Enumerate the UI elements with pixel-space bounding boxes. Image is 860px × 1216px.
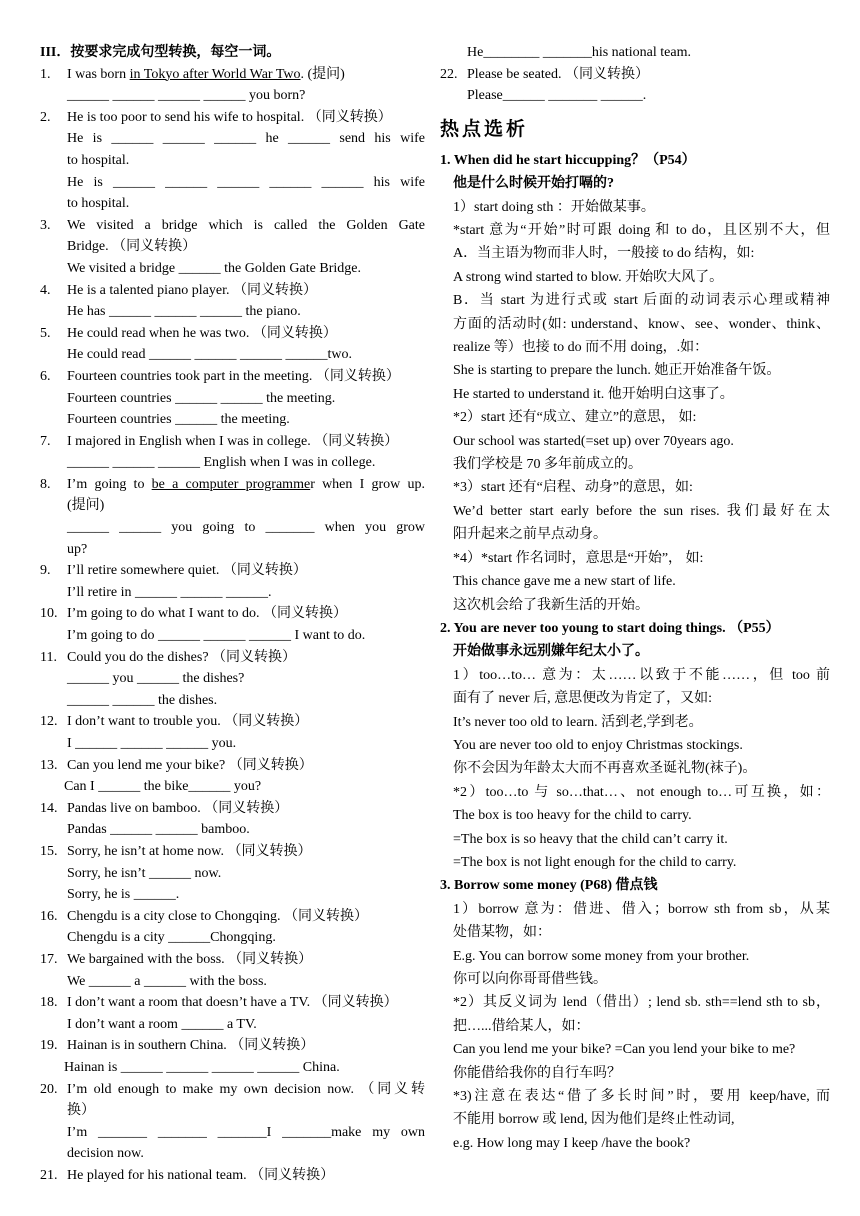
answer-line: decision now. — [67, 1146, 144, 1162]
question-number: 13. — [40, 757, 58, 773]
question-text: I’m going to do what I want to do. （同义转换） — [67, 606, 347, 622]
question-text: We bargained with the boss. （同义转换） — [67, 951, 313, 967]
point-line: *3)注意在表达“借了多长时间”时，要用 keep/have, 而 — [453, 1089, 830, 1105]
answer-line: to hospital. — [67, 152, 130, 168]
question-line — [40, 755, 425, 777]
left-column — [40, 42, 425, 1186]
point-line: 我们学校是 70 多年前成立的。 — [453, 457, 642, 473]
question-line — [40, 64, 425, 86]
point-line: 不能用 borrow 或 lend, 因为他们是终止性动词, — [453, 1112, 735, 1128]
question-line — [40, 906, 425, 928]
point-line: 你可以向你哥哥借些钱。 — [453, 972, 607, 987]
question-line — [40, 431, 425, 453]
question-line — [40, 1165, 425, 1187]
question-number: 17. — [40, 951, 58, 967]
underlined-phrase: be a computer programme — [151, 476, 311, 492]
point-line: A strong wind started to blow. 开始吹大风了。 — [453, 269, 724, 285]
question-number: 8. — [40, 476, 51, 492]
answer-line: I’m going to do ______ ______ ______ I want to do. — [67, 628, 366, 644]
point-line: *2）其反义词为 lend（借出）; lend sb. sth==lend sth to sb， — [453, 995, 830, 1011]
point-line: =The box is not light enough for the child to carry. — [453, 854, 737, 870]
question-number: 16. — [40, 908, 58, 924]
point-line: 你能借给我你的自行车吗？ — [453, 1065, 621, 1081]
question-text: I don’t want a room that doesn’t have a TV. （同义转换） — [67, 995, 398, 1011]
question-text: He played for his national team. （同义转换） — [67, 1167, 335, 1183]
question-line — [440, 64, 830, 86]
answer-line: Can I ______ the bike______ you? — [64, 779, 262, 795]
point-line: =The box is so heavy that the child can’t carry it. — [453, 831, 728, 847]
answer-line: We ______ a ______ with the boss. — [67, 973, 267, 989]
question-number: 18. — [40, 995, 58, 1011]
answer-line: We visited a bridge ______ the Golden Gate Bridge. — [67, 260, 361, 276]
question-line — [40, 280, 425, 302]
question-text: Chengdu is a city close to Chongqing. （同义转换） — [67, 908, 368, 924]
question-continuation: 换） — [67, 1103, 95, 1119]
point-line: 方面的活动时(如: understand、know、see、wonder、think、 — [453, 316, 830, 332]
point-line: 1）too…to… 意为：太……以致于不能……，但 too 前 — [453, 667, 830, 683]
question-line — [40, 603, 425, 625]
question-number: 12. — [40, 714, 58, 730]
question-number: 5. — [40, 325, 51, 341]
point-line: 面有了 never 后, 意思便改为肯定了，又如: — [453, 691, 712, 707]
question-line — [40, 1079, 425, 1101]
point-line: 1）start doing sth ：开始做某事。 — [453, 199, 655, 215]
right-column — [440, 42, 830, 1155]
point-line: E.g. You can borrow some money from your brother. — [453, 948, 750, 964]
point-line: 你不会因为年龄太大而不再喜欢圣诞礼物(袜子)。 — [453, 761, 757, 777]
question-number: 10. — [40, 606, 58, 622]
question-number: 15. — [40, 843, 58, 859]
answer-line: Fourteen countries ______ ______ the meeting. — [67, 390, 336, 406]
question-text: Could you do the dishes? （同义转换） — [67, 649, 297, 665]
point-line: 这次机会给了我新生活的开始。 — [453, 597, 649, 613]
answer-line: Hainan is ______ ______ ______ ______ China. — [64, 1059, 340, 1075]
question-text: I’m old enough to make my own decision now. （同义转 — [67, 1081, 425, 1097]
point-line: B．当 start 为进行式或 start 后面的动词表示心理或精神 — [453, 293, 830, 309]
question-line — [40, 560, 425, 582]
answer-line: Sorry, he isn’t ______ now. — [67, 865, 222, 881]
point-line: 1）borrow 意为：借进、借入；borrow sth from sb，从某 — [453, 901, 830, 917]
question-line — [40, 107, 425, 129]
question-number: 7. — [40, 433, 51, 449]
answer-line: up? — [67, 541, 88, 557]
answer-line: I’ll retire in ______ ______ ______. — [67, 584, 272, 600]
answer-line: Sorry, he is ______. — [67, 887, 180, 903]
question-line — [40, 366, 425, 388]
answer-line: I’m _______ _______ _______I _______make my own — [67, 1124, 425, 1140]
point-line: *start 意为“开始”时可跟 doing 和 to do，且区别不大，但 — [453, 223, 830, 238]
question-text: Pandas live on bamboo. （同义转换） — [67, 800, 289, 816]
question-number: 21. — [40, 1167, 58, 1183]
exercise-heading: III．按要求完成句型转换，每空一词。 — [40, 45, 281, 60]
question-number: 6. — [40, 368, 51, 384]
point-line: realize 等）也接 to do 而不用 doing，.如： — [453, 340, 709, 356]
question-line — [40, 323, 425, 345]
question-number: 22. — [440, 66, 458, 82]
point-line: The box is too heavy for the child to carry. — [453, 808, 692, 824]
answer-line: He has ______ ______ ______ the piano. — [67, 304, 301, 320]
point-line: *4）*start 作名词时，意思是“开始”， 如: — [453, 550, 704, 566]
answer-line: Fourteen countries ______ the meeting. — [67, 412, 290, 428]
point-line: You are never too old to enjoy Christmas stockings. — [453, 737, 743, 753]
point-line: This chance gave me a new start of life. — [453, 574, 676, 590]
answer-line: ______ ______ the dishes. — [67, 692, 218, 708]
question-line — [40, 992, 425, 1014]
point-line: *3）start 还有“启程、动身”的意思，如: — [453, 480, 693, 496]
answer-line: Chengdu is a city ______Chongqing. — [67, 930, 276, 946]
question-number: 3. — [40, 217, 51, 233]
point-line: A．当主语为物而非人时，一般接 to do 结构，如: — [453, 246, 755, 262]
question-continuation: (提问) — [67, 498, 105, 514]
question-number: 11. — [40, 649, 57, 665]
point-line: She is starting to prepare the lunch. 她正开始准备午饭。 — [453, 363, 781, 379]
section-title: 热点选析 — [440, 117, 529, 140]
question-number: 19. — [40, 1038, 58, 1054]
point-line: *2）too…to 与 so…that…、not enough to…可互换，如： — [453, 784, 830, 800]
point-line: Our school was started(=set up) over 70years ago. — [453, 433, 734, 449]
point-chinese-title: 他是什么时候开始打嗝的? — [453, 176, 614, 192]
answer-line: I don’t want a room ______ a TV. — [67, 1016, 257, 1032]
question-text: I was born — [67, 66, 130, 82]
point-line: *2）start 还有“成立、建立”的意思， 如: — [453, 410, 697, 426]
answer-line: ______ ______ ______ ______ you born? — [67, 88, 306, 104]
point-title: 1. When did he start hiccupping？（P54） — [440, 152, 696, 168]
point-line: e.g. How long may I keep /have the book? — [453, 1135, 691, 1151]
question-line — [40, 711, 425, 733]
question-text: I don’t want to trouble you. （同义转换） — [67, 714, 309, 730]
question-line — [40, 647, 425, 669]
question-line — [40, 474, 425, 496]
question-text: He is too poor to send his wife to hospital. （同义转换） — [67, 109, 392, 125]
question-number: 1. — [40, 66, 51, 82]
question-text: Hainan is in southern China. （同义转换） — [67, 1038, 315, 1054]
point-line: It’s never too old to learn. 活到老,学到老。 — [453, 714, 703, 730]
answer-line: ______ ______ you going to _______ when you grow — [67, 520, 425, 536]
point-title: 3. Borrow some money (P68) 借点钱 — [440, 878, 658, 894]
question-text: Sorry, he isn’t at home now. （同义转换） — [67, 843, 312, 859]
question-number: 4. — [40, 282, 51, 298]
question-line — [40, 841, 425, 863]
question-line — [40, 1035, 425, 1057]
answer-line: He is ______ ______ ______ ______ ______ his wife — [67, 174, 425, 190]
question-text: He could read when he was two. （同义转换） — [67, 325, 337, 341]
question-text-end: r when I grow up. — [310, 476, 426, 492]
question-number: 14. — [40, 800, 58, 816]
question-number: 9. — [40, 563, 51, 579]
question-line — [40, 949, 425, 971]
answer-line: He________ _______his national team. — [467, 45, 691, 60]
point-line: Can you lend me your bike? =Can you lend your bike to me? — [453, 1042, 796, 1058]
question-text: I majored in English when I was in college. （同义转换） — [67, 433, 399, 449]
point-line: 把…...借给某人，如： — [453, 1018, 590, 1034]
answer-line: ______ you ______ the dishes? — [67, 671, 245, 687]
question-text: I’ll retire somewhere quiet. （同义转换） — [67, 563, 307, 579]
answer-line: Please______ _______ ______. — [467, 88, 647, 104]
question-text: Please be seated. （同义转换） — [467, 66, 649, 82]
question-text: He is a talented piano player. （同义转换） — [67, 282, 317, 298]
answer-line: ______ ______ ______ English when I was in college. — [67, 455, 376, 471]
question-number: 20. — [40, 1081, 58, 1097]
point-chinese-title: 开始做事永远别嫌年纪太小了。 — [453, 644, 649, 660]
point-line: 处借某物，如： — [453, 925, 551, 941]
point-line: We’d better start early before the sun rises. 我们最好在太 — [453, 503, 830, 519]
question-line — [40, 798, 425, 820]
question-text: I’m going to — [67, 476, 152, 492]
question-text-end: . (提问) — [300, 66, 345, 82]
point-line: 阳升起来之前早点动身。 — [453, 527, 607, 543]
question-continuation: Bridge. （同义转换） — [67, 239, 197, 255]
question-line — [40, 215, 425, 237]
point-title: 2. You are never too young to start doing things. （P55） — [440, 620, 780, 636]
underlined-phrase: in Tokyo after World War Two — [129, 66, 301, 82]
point-line: He started to understand it. 他开始明白这事了。 — [453, 386, 734, 402]
question-text: We visited a bridge which is called the Golden Gate — [67, 217, 425, 233]
answer-line: to hospital. — [67, 196, 130, 212]
question-text: Fourteen countries took part in the meeting. （同义转换） — [67, 368, 400, 384]
answer-line: Pandas ______ ______ bamboo. — [67, 822, 250, 838]
question-text: Can you lend me your bike? （同义转换） — [67, 757, 313, 773]
answer-line: He could read ______ ______ ______ ______two. — [67, 347, 353, 363]
answer-line: I ______ ______ ______ you. — [67, 736, 237, 751]
answer-line: He is ______ ______ ______ he ______ send his wife — [67, 131, 425, 147]
question-number: 2. — [40, 109, 51, 125]
